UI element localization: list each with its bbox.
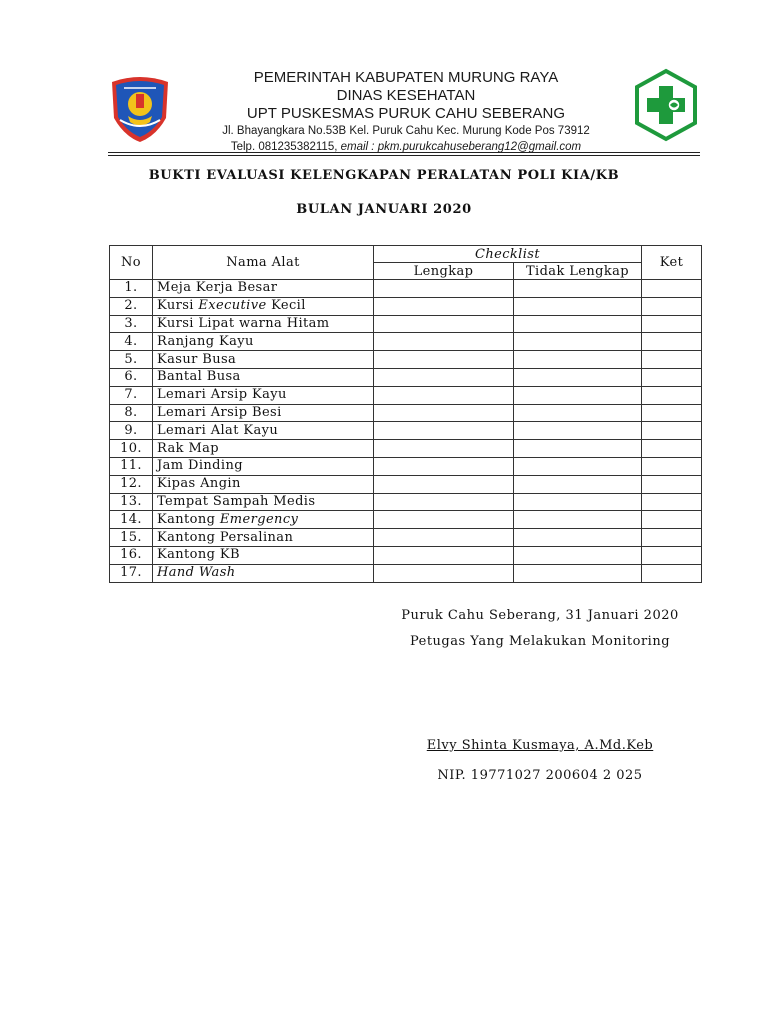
row-equipment-name (153, 511, 374, 529)
row-equipment-name (153, 546, 374, 564)
row-incomplete-cell[interactable] (514, 333, 642, 351)
row-note-cell[interactable] (642, 351, 702, 369)
row-complete-cell[interactable] (374, 404, 514, 422)
row-equipment-name (153, 280, 374, 298)
signature-nip: NIP. 19771027 200604 2 025 (437, 768, 643, 783)
row-name-italic: Hand Wash (157, 565, 236, 581)
row-name-text: Kasur Busa (157, 351, 237, 367)
row-incomplete-cell[interactable] (514, 546, 642, 564)
table-row (110, 546, 702, 564)
row-note-cell[interactable] (642, 280, 702, 298)
row-note-cell[interactable] (642, 315, 702, 333)
row-equipment-name (153, 315, 374, 333)
row-complete-cell[interactable] (374, 475, 514, 493)
row-name-text: Kipas Angin (157, 476, 241, 492)
row-note-cell[interactable] (642, 386, 702, 404)
row-equipment-name (153, 529, 374, 547)
row-number: 16. (110, 546, 153, 564)
row-equipment-name (153, 422, 374, 440)
header-note: Ket (642, 246, 702, 280)
row-incomplete-cell[interactable] (514, 493, 642, 511)
row-incomplete-cell[interactable] (514, 297, 642, 315)
row-complete-cell[interactable] (374, 564, 514, 582)
row-note-cell[interactable] (642, 493, 702, 511)
row-note-cell[interactable] (642, 440, 702, 458)
table-row (110, 511, 702, 529)
row-number: 10. (110, 440, 153, 458)
row-incomplete-cell[interactable] (514, 315, 642, 333)
row-name-text: Bantal Busa (157, 369, 241, 385)
row-name-text: Tempat Sampah Medis (157, 493, 316, 509)
row-complete-cell[interactable] (374, 546, 514, 564)
row-incomplete-cell[interactable] (514, 511, 642, 529)
row-complete-cell[interactable] (374, 333, 514, 351)
row-equipment-name (153, 564, 374, 582)
row-equipment-name (153, 404, 374, 422)
row-name-text: Lemari Arsip Besi (157, 404, 282, 420)
row-name-text: Lemari Alat Kayu (157, 422, 279, 438)
row-note-cell[interactable] (642, 368, 702, 386)
row-complete-cell[interactable] (374, 315, 514, 333)
row-complete-cell[interactable] (374, 368, 514, 386)
row-number: 13. (110, 493, 153, 511)
row-equipment-name (153, 475, 374, 493)
table-row (110, 457, 702, 475)
table-row (110, 422, 702, 440)
row-number: 8. (110, 404, 153, 422)
row-complete-cell[interactable] (374, 493, 514, 511)
header-checklist: Checklist (374, 246, 642, 263)
row-complete-cell[interactable] (374, 280, 514, 298)
row-incomplete-cell[interactable] (514, 564, 642, 582)
row-note-cell[interactable] (642, 422, 702, 440)
header-no: No (110, 246, 153, 280)
row-note-cell[interactable] (642, 457, 702, 475)
signature-role: Petugas Yang Melakukan Monitoring (409, 634, 671, 649)
row-incomplete-cell[interactable] (514, 351, 642, 369)
table-row (110, 280, 702, 298)
row-name-text: Ranjang Kayu (157, 333, 254, 349)
table-row (110, 386, 702, 404)
row-complete-cell[interactable] (374, 386, 514, 404)
header-incomplete: Tidak Lengkap (514, 263, 642, 280)
row-note-cell[interactable] (642, 564, 702, 582)
table-row (110, 333, 702, 351)
row-name-text: Kantong Persalinan (157, 529, 294, 545)
row-equipment-name (153, 493, 374, 511)
row-number: 15. (110, 529, 153, 547)
row-number: 4. (110, 333, 153, 351)
row-name-text-after: Kecil (266, 298, 306, 314)
row-number: 3. (110, 315, 153, 333)
letterhead-phone: Telp. 081235382115, (230, 141, 341, 153)
row-equipment-name (153, 386, 374, 404)
row-note-cell[interactable] (642, 297, 702, 315)
table-row (110, 351, 702, 369)
row-number: 7. (110, 386, 153, 404)
row-number: 11. (110, 457, 153, 475)
signature-place-date: Puruk Cahu Seberang, 31 Januari 2020 (401, 608, 679, 623)
row-note-cell[interactable] (642, 529, 702, 547)
row-number: 5. (110, 351, 153, 369)
equipment-table (109, 245, 702, 583)
table-row (110, 368, 702, 386)
row-name-italic: Emergency (219, 511, 299, 527)
letterhead-rule (108, 152, 700, 153)
letterhead (100, 62, 712, 162)
row-incomplete-cell[interactable] (514, 404, 642, 422)
row-incomplete-cell[interactable] (514, 529, 642, 547)
header-complete: Lengkap (374, 263, 514, 280)
row-name-text: Kantong KB (157, 547, 240, 563)
row-complete-cell[interactable] (374, 457, 514, 475)
row-note-cell[interactable] (642, 546, 702, 564)
equipment-rows (110, 280, 702, 583)
row-incomplete-cell[interactable] (514, 422, 642, 440)
row-number: 17. (110, 564, 153, 582)
table-row (110, 564, 702, 582)
row-incomplete-cell[interactable] (514, 386, 642, 404)
row-name-text: Kursi Lipat warna Hitam (157, 315, 330, 331)
table-row (110, 315, 702, 333)
table-row (110, 404, 702, 422)
row-complete-cell[interactable] (374, 422, 514, 440)
row-incomplete-cell[interactable] (514, 475, 642, 493)
puskesmas-cross-icon (634, 68, 698, 142)
row-complete-cell[interactable] (374, 297, 514, 315)
row-number: 9. (110, 422, 153, 440)
document-period: BULAN JANUARI 2020 (296, 202, 472, 217)
row-note-cell[interactable] (642, 333, 702, 351)
row-number: 6. (110, 368, 153, 386)
row-equipment-name (153, 440, 374, 458)
row-complete-cell[interactable] (374, 351, 514, 369)
row-name-italic: Executive (198, 298, 267, 314)
row-number: 2. (110, 297, 153, 315)
letterhead-rule-thin (108, 155, 700, 156)
row-number: 12. (110, 475, 153, 493)
row-complete-cell[interactable] (374, 440, 514, 458)
row-equipment-name (153, 368, 374, 386)
table-row (110, 297, 702, 315)
row-note-cell[interactable] (642, 475, 702, 493)
row-equipment-name (153, 457, 374, 475)
header-name: Nama Alat (153, 246, 374, 280)
letterhead-unit: UPT PUSKESMAS PURUK CAHU SEBERANG (246, 105, 566, 122)
row-incomplete-cell[interactable] (514, 440, 642, 458)
row-incomplete-cell[interactable] (514, 368, 642, 386)
signature-name: Elvy Shinta Kusmaya, A.Md.Keb (426, 738, 654, 753)
letterhead-government: PEMERINTAH KABUPATEN MURUNG RAYA (253, 69, 559, 86)
row-name-text: Kursi (157, 298, 199, 314)
row-incomplete-cell[interactable] (514, 280, 642, 298)
table-row (110, 493, 702, 511)
row-equipment-name (153, 297, 374, 315)
row-complete-cell[interactable] (374, 529, 514, 547)
row-name-text: Kantong (157, 511, 220, 527)
row-number: 1. (110, 280, 153, 298)
letterhead-email: email : pkm.purukcahuseberang12@gmail.com (340, 141, 582, 153)
table-row (110, 440, 702, 458)
table-row (110, 529, 702, 547)
row-note-cell[interactable] (642, 404, 702, 422)
document-title: BUKTI EVALUASI KELENGKAPAN PERALATAN POLI KIA/KB (148, 168, 620, 183)
letterhead-agency: DINAS KESEHATAN (336, 87, 476, 104)
table-row (110, 475, 702, 493)
row-name-text: Meja Kerja Besar (157, 280, 278, 296)
row-name-text: Jam Dinding (157, 458, 243, 474)
row-equipment-name (153, 333, 374, 351)
row-name-text: Lemari Arsip Kayu (157, 387, 287, 403)
row-note-cell[interactable] (642, 511, 702, 529)
row-name-text: Rak Map (157, 440, 220, 456)
row-number: 14. (110, 511, 153, 529)
row-incomplete-cell[interactable] (514, 457, 642, 475)
letterhead-address: Jl. Bhayangkara No.53B Kel. Puruk Cahu Kec. Murung Kode Pos 73912 (222, 125, 590, 137)
row-complete-cell[interactable] (374, 511, 514, 529)
row-equipment-name (153, 351, 374, 369)
